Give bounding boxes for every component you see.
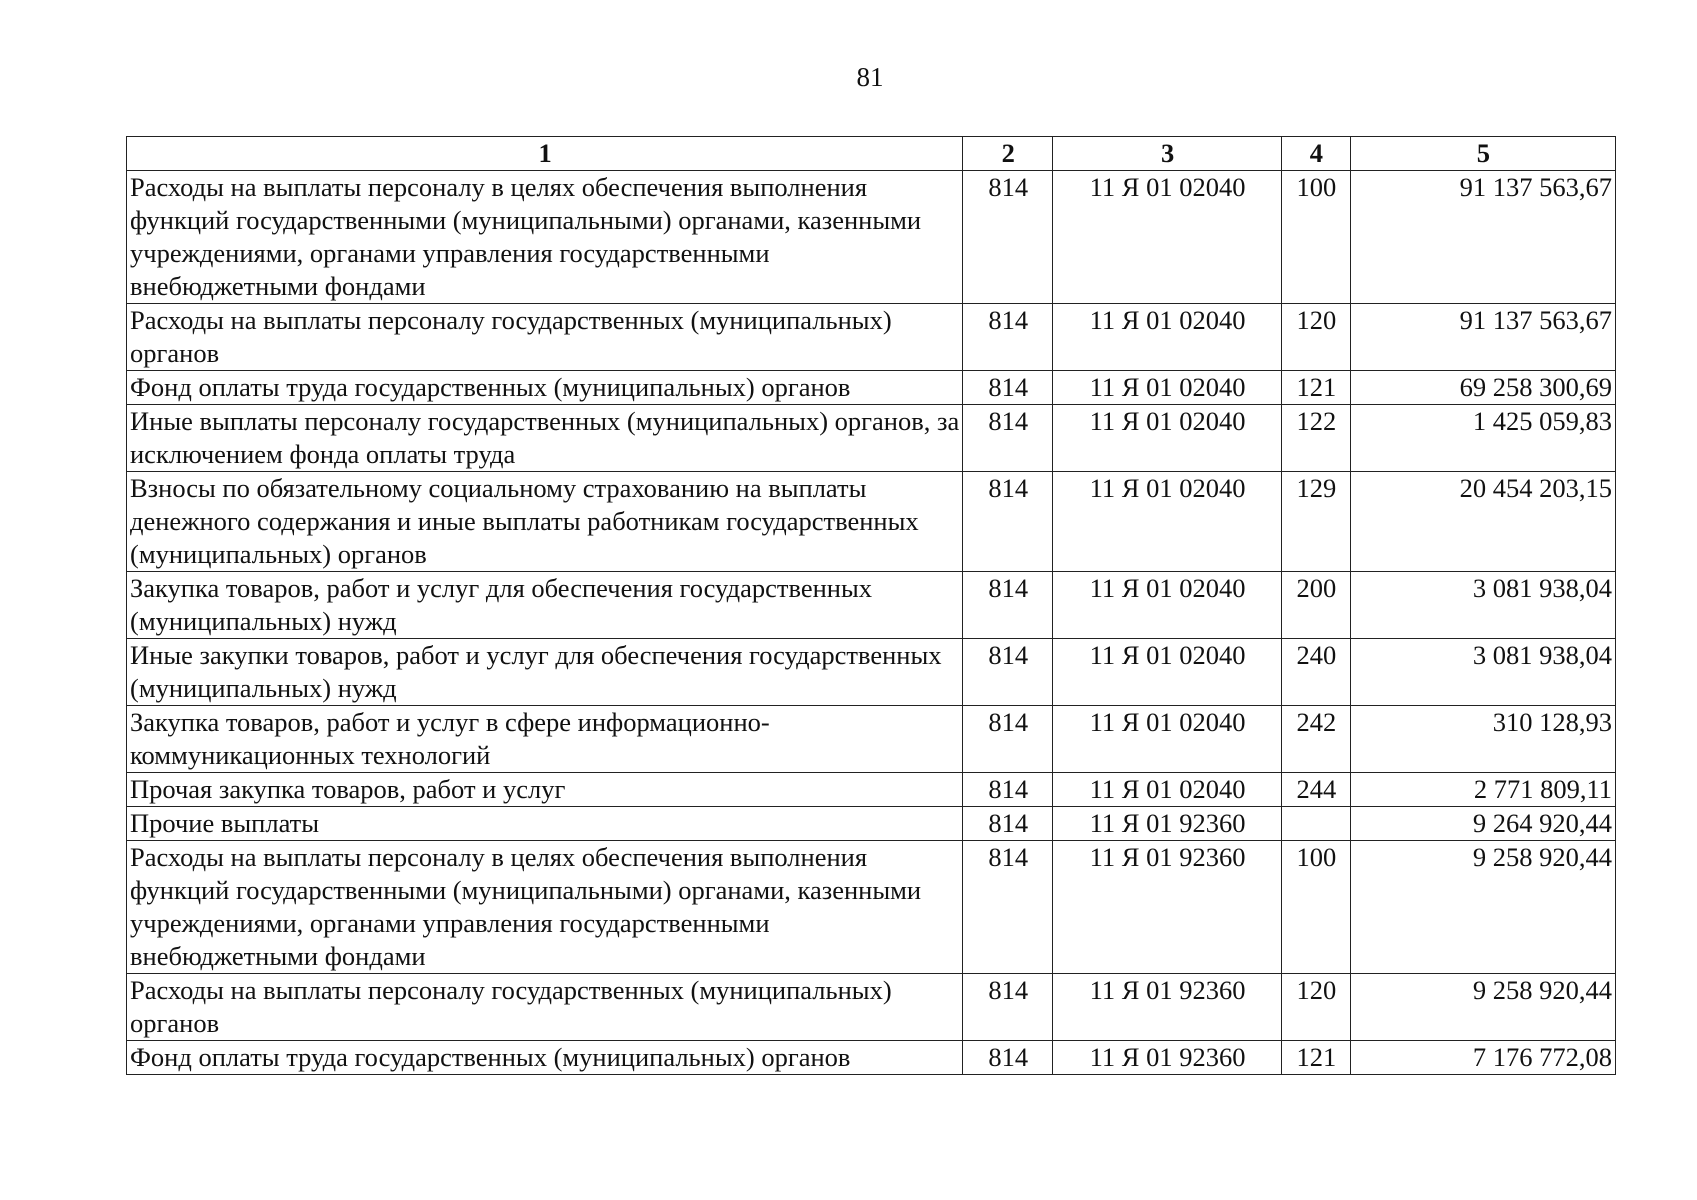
amount-cell: 91 137 563,67 — [1350, 171, 1615, 304]
table-row — [127, 639, 1616, 706]
target-article-cell: 11 Я 01 02040 — [1053, 405, 1282, 472]
admin-code-cell: 814 — [963, 841, 1053, 974]
expense-name-cell: Взносы по обязательному социальному страхованию на выплаты денежного содержания и иные выплаты работникам государственных (муниципальных) органов — [127, 472, 963, 572]
admin-code-cell: 814 — [963, 572, 1053, 639]
amount-cell: 7 176 772,08 — [1350, 1041, 1615, 1075]
expense-type-cell: 121 — [1282, 1041, 1351, 1075]
expense-type-cell: 240 — [1282, 639, 1351, 706]
table-row — [127, 472, 1616, 572]
table-row — [127, 974, 1616, 1041]
expense-type-cell: 242 — [1282, 706, 1351, 773]
expense-name-cell: Прочая закупка товаров, работ и услуг — [127, 773, 963, 807]
table-header-row — [127, 137, 1616, 171]
target-article-cell: 11 Я 01 92360 — [1053, 1041, 1282, 1075]
admin-code-cell: 814 — [963, 304, 1053, 371]
expense-name-cell: Расходы на выплаты персоналу государственных (муниципальных) органов — [127, 304, 963, 371]
column-header-3: 3 — [1053, 137, 1282, 171]
table-row — [127, 1041, 1616, 1075]
amount-cell: 9 264 920,44 — [1350, 807, 1615, 841]
page-number: 81 — [856, 62, 884, 92]
expense-name-cell: Закупка товаров, работ и услуг в сфере информационно-коммуникационных технологий — [127, 706, 963, 773]
budget-table — [126, 136, 1616, 1075]
table-row — [127, 841, 1616, 974]
amount-cell: 3 081 938,04 — [1350, 639, 1615, 706]
expense-name-cell: Расходы на выплаты персоналу государственных (муниципальных) органов — [127, 974, 963, 1041]
expense-type-cell: 120 — [1282, 974, 1351, 1041]
table-row — [127, 572, 1616, 639]
expense-type-cell: 129 — [1282, 472, 1351, 572]
target-article-cell: 11 Я 01 02040 — [1053, 639, 1282, 706]
expense-type-cell: 121 — [1282, 371, 1351, 405]
expense-type-cell: 100 — [1282, 841, 1351, 974]
amount-cell: 9 258 920,44 — [1350, 974, 1615, 1041]
admin-code-cell: 814 — [963, 974, 1053, 1041]
expense-name-cell: Иные выплаты персоналу государственных (муниципальных) органов, за исключением фонда оплаты труда — [127, 405, 963, 472]
admin-code-cell: 814 — [963, 1041, 1053, 1075]
admin-code-cell: 814 — [963, 171, 1053, 304]
admin-code-cell: 814 — [963, 706, 1053, 773]
column-header-5: 5 — [1350, 137, 1615, 171]
admin-code-cell: 814 — [963, 472, 1053, 572]
table-body — [127, 171, 1616, 1075]
target-article-cell: 11 Я 01 92360 — [1053, 974, 1282, 1041]
admin-code-cell: 814 — [963, 807, 1053, 841]
target-article-cell: 11 Я 01 02040 — [1053, 572, 1282, 639]
table-row — [127, 405, 1616, 472]
amount-cell: 1 425 059,83 — [1350, 405, 1615, 472]
table-row — [127, 807, 1616, 841]
expense-type-cell: 244 — [1282, 773, 1351, 807]
expense-name-cell: Расходы на выплаты персоналу в целях обеспечения выполнения функций государственными (муниципальными) органами, казенными учреждениями, органами управления государственными внебюджетными фондами — [127, 171, 963, 304]
expense-name-cell: Прочие выплаты — [127, 807, 963, 841]
admin-code-cell: 814 — [963, 639, 1053, 706]
expense-type-cell — [1282, 807, 1351, 841]
column-header-4: 4 — [1282, 137, 1351, 171]
admin-code-cell: 814 — [963, 371, 1053, 405]
admin-code-cell: 814 — [963, 773, 1053, 807]
expense-name-cell: Фонд оплаты труда государственных (муниципальных) органов — [127, 371, 963, 405]
expense-name-cell: Фонд оплаты труда государственных (муниципальных) органов — [127, 1041, 963, 1075]
target-article-cell: 11 Я 01 02040 — [1053, 371, 1282, 405]
expense-name-cell: Иные закупки товаров, работ и услуг для обеспечения государственных (муниципальных) нужд — [127, 639, 963, 706]
expense-name-cell: Расходы на выплаты персоналу в целях обеспечения выполнения функций государственными (муниципальными) органами, казенными учреждениями, органами управления государственными внебюджетными фондами — [127, 841, 963, 974]
expense-type-cell: 120 — [1282, 304, 1351, 371]
amount-cell: 2 771 809,11 — [1350, 773, 1615, 807]
target-article-cell: 11 Я 01 02040 — [1053, 773, 1282, 807]
admin-code-cell: 814 — [963, 405, 1053, 472]
table-row — [127, 706, 1616, 773]
amount-cell: 69 258 300,69 — [1350, 371, 1615, 405]
target-article-cell: 11 Я 01 92360 — [1053, 807, 1282, 841]
amount-cell: 3 081 938,04 — [1350, 572, 1615, 639]
table-row — [127, 773, 1616, 807]
target-article-cell: 11 Я 01 02040 — [1053, 706, 1282, 773]
amount-cell: 310 128,93 — [1350, 706, 1615, 773]
amount-cell: 20 454 203,15 — [1350, 472, 1615, 572]
column-header-2: 2 — [963, 137, 1053, 171]
expense-type-cell: 100 — [1282, 171, 1351, 304]
table-row — [127, 171, 1616, 304]
target-article-cell: 11 Я 01 92360 — [1053, 841, 1282, 974]
target-article-cell: 11 Я 01 02040 — [1053, 171, 1282, 304]
table-row — [127, 304, 1616, 371]
expense-type-cell: 122 — [1282, 405, 1351, 472]
target-article-cell: 11 Я 01 02040 — [1053, 472, 1282, 572]
table-row — [127, 371, 1616, 405]
amount-cell: 9 258 920,44 — [1350, 841, 1615, 974]
expense-name-cell: Закупка товаров, работ и услуг для обеспечения государственных (муниципальных) нужд — [127, 572, 963, 639]
column-header-1: 1 — [127, 137, 963, 171]
amount-cell: 91 137 563,67 — [1350, 304, 1615, 371]
target-article-cell: 11 Я 01 02040 — [1053, 304, 1282, 371]
expense-type-cell: 200 — [1282, 572, 1351, 639]
